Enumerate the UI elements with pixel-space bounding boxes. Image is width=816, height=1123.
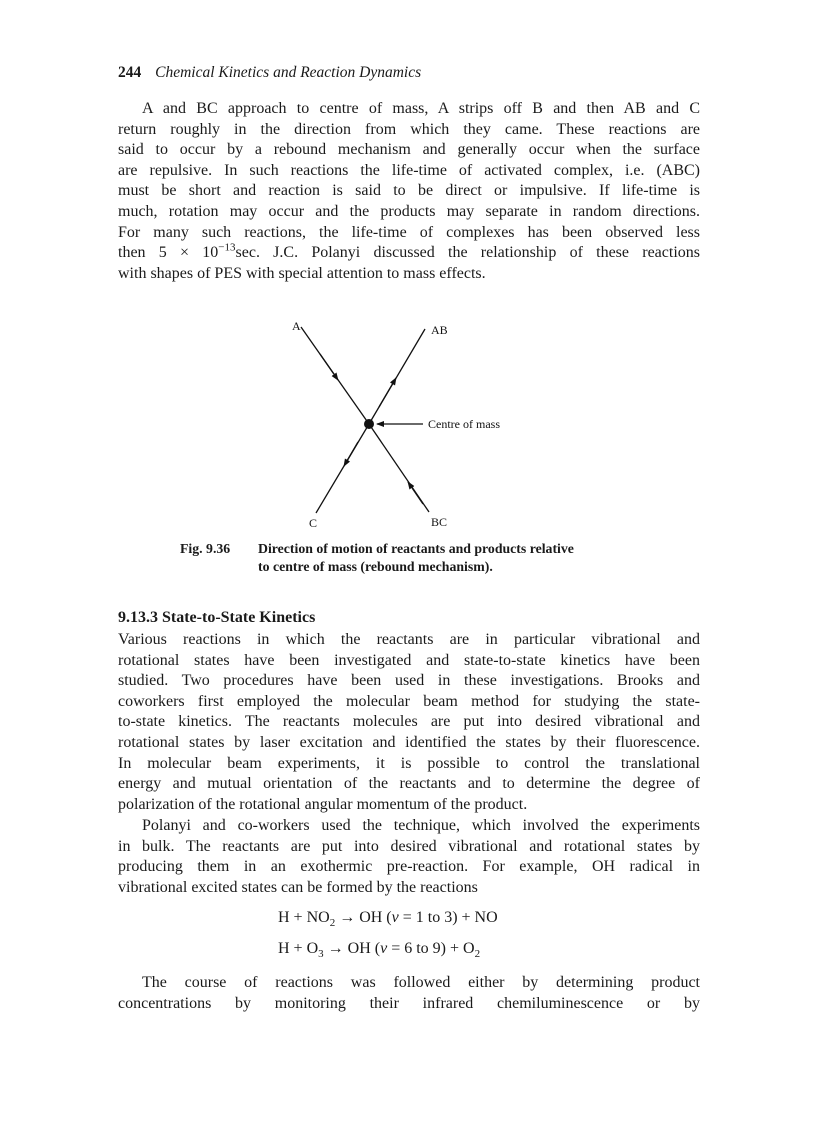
product-ab-arrow — [379, 378, 396, 407]
equation-1 — [278, 909, 498, 930]
paragraph-course — [118, 973, 700, 1014]
label-c: C — [309, 516, 318, 530]
equation-2 — [278, 940, 481, 961]
paragraph-state-to-state — [118, 630, 700, 815]
eq-part: → OH ( — [335, 909, 392, 926]
text-line: polarization of the rotational angular momentum of the product. — [118, 795, 528, 813]
eq-part: = 6 to 9) + O — [387, 940, 475, 957]
text-line: much, rotation may occur and the products may separate in random directions. — [118, 202, 700, 220]
text-line: said to occur by a rebound mechanism and generally occur when the surface — [118, 141, 700, 159]
eq-variable: v — [391, 909, 399, 926]
subscript: 2 — [329, 917, 336, 930]
caption-line: to centre of mass (rebound mechanism). — [258, 558, 493, 574]
reactant-bc-arrow — [408, 482, 423, 504]
figure-caption — [180, 540, 574, 575]
text-line: For many such reactions, the life-time of complexes has been observed less — [118, 223, 700, 241]
product-c-path — [316, 424, 369, 513]
eq-part: = 1 to 3) + NO — [398, 909, 498, 926]
text-line: in bulk. The reactants are put into desired vibrational and rotational states by — [118, 837, 700, 855]
label-bc: BC — [431, 515, 448, 529]
text-line: rotational states by laser excitation and identified the states by their fluorescence. — [118, 733, 700, 751]
page-number: 244 — [118, 64, 142, 81]
text-line: A and BC approach to centre of mass, A strips off B and then AB and C — [142, 100, 700, 117]
label-a: A — [292, 319, 301, 333]
text-line: with shapes of PES with special attention to mass effects. — [118, 264, 486, 282]
figure-label: Fig. 9.36 — [180, 541, 231, 556]
text-line: energy and mutual orientation of the reactants and to determine the degree of — [118, 775, 700, 793]
text-line: In molecular beam experiments, it is possible to control the translational — [118, 754, 700, 772]
text-line: return roughly in the direction from which they came. These reactions are — [118, 120, 700, 138]
subscript: 2 — [474, 948, 481, 961]
text-line: coworkers first employed the molecular beam method for studying the state- — [118, 692, 700, 710]
exponent: −13 — [218, 241, 236, 254]
running-header — [118, 64, 421, 82]
eq-part: H + O — [278, 940, 319, 957]
paragraph-polanyi — [118, 816, 700, 898]
text-segment: sec. J.C. Polanyi discussed the relationship of these reactions — [235, 244, 700, 262]
eq-part: → OH ( — [323, 940, 381, 957]
centre-of-mass-dot — [364, 419, 374, 429]
text-line: vibrational excited states can be formed by the reactions — [118, 878, 478, 896]
running-title: Chemical Kinetics and Reaction Dynamics — [155, 64, 422, 81]
reactant-a-arrow — [320, 354, 338, 380]
rebound-diagram — [280, 315, 540, 535]
text-line: producing them in an exothermic pre-reaction. For example, OH radical in — [118, 858, 700, 876]
text-line: must be short and reaction is said to be direct or impulsive. If life-time is — [118, 182, 700, 200]
text-segment: then 5 × 10 — [118, 244, 219, 262]
label-ab: AB — [431, 323, 448, 337]
text-line: studied. Two procedures have been used in these investigations. Brooks and — [118, 672, 700, 690]
text-line: Polanyi and co-workers used the technique, which involved the experiments — [142, 817, 700, 834]
label-centre-of-mass: Centre of mass — [428, 417, 500, 431]
text-line: concentrations by monitoring their infrared chemiluminescence or by — [118, 994, 700, 1012]
text-line: rotational states have been investigated and state-to-state kinetics have been — [118, 651, 700, 669]
subscript: 3 — [318, 948, 324, 961]
text-line: Various reactions in which the reactants are in particular vibrational and — [118, 631, 700, 648]
text-line: to-state kinetics. The reactants molecules are put into desired vibrational and — [118, 713, 700, 731]
paragraph-rebound — [118, 99, 700, 284]
text-line: are repulsive. In such reactions the life-time of activated complex, i.e. (ABC) — [118, 161, 700, 179]
text-line — [118, 243, 700, 264]
product-c-arrow — [344, 442, 358, 466]
eq-variable: v — [380, 940, 388, 957]
eq-part: H + NO — [278, 909, 330, 926]
section-heading: 9.13.3 State-to-State Kinetics — [118, 609, 316, 626]
caption-line: Direction of motion of reactants and products relative — [258, 541, 574, 556]
text-line: The course of reactions was followed either by determining product — [142, 974, 700, 991]
product-ab-path — [369, 329, 425, 424]
